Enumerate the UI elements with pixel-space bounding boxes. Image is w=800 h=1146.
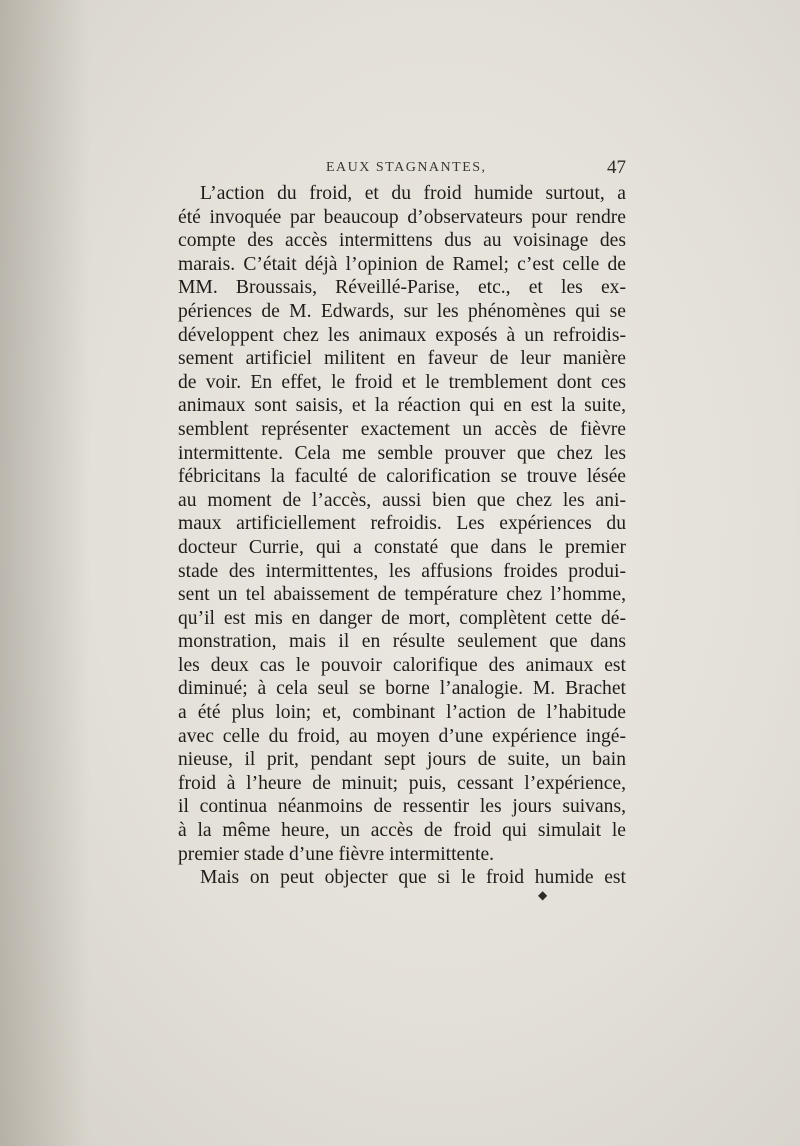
text-line-29: premier stade d’une fièvre intermittente. bbox=[178, 843, 495, 865]
text-line-17: stade des intermittentes, les affusions froides produi- bbox=[178, 560, 626, 582]
text-line-5: MM. Broussais, Réveillé-Parise, etc., et les ex- bbox=[178, 277, 626, 299]
text-line-12: intermittente. Cela me semble prouver que chez les bbox=[178, 442, 626, 464]
text-line-23: a été plus loin; et, combinant l’action de l’habitude bbox=[178, 702, 626, 724]
text-line-15: maux artificiellement refroidis. Les expériences du bbox=[178, 513, 626, 535]
text-line-16: docteur Currie, qui a constaté que dans le premier bbox=[178, 536, 626, 558]
text-line-20: monstration, mais il en résulte seulement que dans bbox=[178, 631, 626, 653]
text-line-9: de voir. En effet, le froid et le tremblement dont ces bbox=[178, 371, 626, 393]
text-line-27: il continua néanmoins de ressentir les jours suivans, bbox=[178, 796, 626, 818]
text-line-14: au moment de l’accès, aussi bien que chez les ani- bbox=[178, 489, 626, 511]
text-line-4: marais. C’était déjà l’opinion de Ramel; c’est celle de bbox=[178, 253, 626, 275]
text-line-19: qu’il est mis en danger de mort, complètent cette dé- bbox=[178, 607, 626, 629]
text-line-24: avec celle du froid, au moyen d’une expérience ingé- bbox=[178, 725, 626, 747]
text-line-26: froid à l’heure de minuit; puis, cessant l’expérience, bbox=[178, 772, 626, 794]
ornament-icon: ◆ bbox=[538, 888, 548, 902]
text-line-2: été invoquée par beaucoup d’observateurs pour rendre bbox=[178, 206, 626, 228]
text-line-8: sement artificiel militent en faveur de leur manière bbox=[178, 348, 626, 370]
text-line-25: nieuse, il prit, pendant sept jours de suite, un bain bbox=[178, 749, 626, 771]
text-line-30: Mais on peut objecter que si le froid humide est bbox=[200, 867, 626, 889]
text-line-22: diminué; à cela seul se borne l’analogie. M. Brachet bbox=[178, 678, 626, 700]
text-line-11: semblent représenter exactement un accès de fièvre bbox=[178, 418, 626, 440]
text-line-21: les deux cas le pouvoir calorifique des animaux est bbox=[178, 654, 626, 676]
page-header bbox=[178, 157, 626, 184]
text-line-13: fébricitans la faculté de calorification se trouve lésée bbox=[178, 466, 626, 488]
text-line-6: périences de M. Edwards, sur les phénomènes qui se bbox=[178, 300, 626, 322]
text-line-7: développent chez les animaux exposés à un refroidis- bbox=[178, 324, 626, 346]
text-line-28: à la même heure, un accès de froid qui simulait le bbox=[178, 820, 626, 842]
text-line-1: L’action du froid, et du froid humide surtout, a bbox=[200, 183, 626, 204]
body-text bbox=[178, 182, 626, 890]
running-head: EAUX STAGNANTES, bbox=[326, 160, 487, 175]
text-line-18: sent un tel abaissement de température chez l’homme, bbox=[178, 584, 626, 606]
text-line-10: animaux sont saisis, et la réaction qui en est la suite, bbox=[178, 395, 626, 417]
text-line-3: compte des accès intermittens dus au voisinage des bbox=[178, 230, 626, 252]
gutter-shadow bbox=[0, 0, 90, 1146]
page-number: 47 bbox=[607, 157, 626, 178]
